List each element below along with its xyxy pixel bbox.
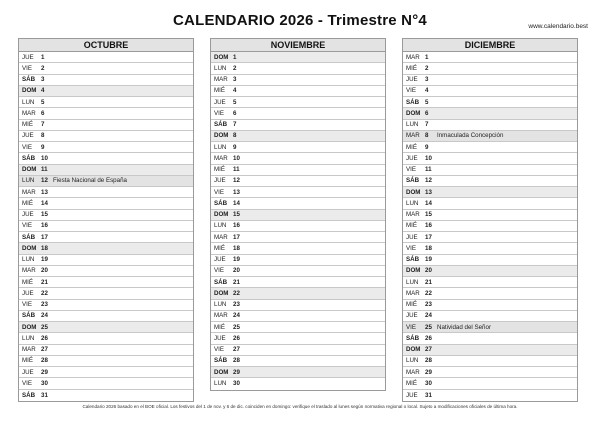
day-row [211,266,385,277]
day-of-week: JUE [22,132,34,140]
day-number: 2 [425,64,429,72]
day-row [211,333,385,344]
day-of-week: MIÉ [22,199,34,207]
day-number: 29 [425,368,432,376]
day-number: 22 [233,289,240,297]
day-number: 31 [41,391,48,399]
day-number: 31 [425,391,432,399]
day-number: 9 [41,143,45,151]
day-row [403,131,577,142]
day-of-week: SÁB [406,98,420,106]
page-title: CALENDARIO 2026 - Trimestre N°4 [173,12,427,29]
day-of-week: DOM [406,346,421,354]
day-number: 8 [425,132,429,140]
day-of-week: LUN [214,380,227,388]
day-row [403,311,577,322]
day-number: 17 [425,233,432,241]
day-number: 17 [41,233,48,241]
day-of-week: MIÉ [406,64,418,72]
day-row [19,221,193,232]
website-url: www.calendario.best [528,23,588,30]
day-number: 26 [233,334,240,342]
day-number: 27 [41,346,48,354]
day-of-week: SÁB [214,357,228,365]
day-number: 18 [41,244,48,252]
day-number: 10 [425,154,432,162]
day-row [403,356,577,367]
day-number: 10 [233,154,240,162]
day-row [211,165,385,176]
day-of-week: VIE [406,166,416,174]
day-row [403,52,577,63]
day-number: 26 [425,334,432,342]
day-number: 27 [425,346,432,354]
day-row [403,187,577,198]
day-of-week: MAR [214,76,228,84]
day-number: 30 [233,380,240,388]
day-row [211,243,385,254]
day-number: 27 [233,346,240,354]
day-of-week: MAR [214,233,228,241]
day-number: 18 [233,244,240,252]
day-row [403,86,577,97]
day-row [403,232,577,243]
day-number: 7 [233,121,237,129]
day-row [211,75,385,86]
day-row [211,97,385,108]
day-of-week: MIÉ [22,357,34,365]
day-of-week: SÁB [22,154,36,162]
day-number: 7 [41,121,45,129]
day-of-week: MIÉ [214,166,226,174]
day-of-week: MAR [22,267,36,275]
day-number: 21 [41,278,48,286]
day-list [403,52,577,401]
day-row [211,52,385,63]
day-number: 12 [425,177,432,185]
day-of-week: DOM [214,53,229,61]
day-number: 19 [425,256,432,264]
day-row [19,255,193,266]
day-of-week: JUE [406,391,418,399]
day-number: 19 [41,256,48,264]
day-of-week: JUE [406,76,418,84]
day-row [19,356,193,367]
day-number: 13 [233,188,240,196]
day-row [211,120,385,131]
day-row [403,142,577,153]
day-row [211,367,385,378]
day-of-week: MAR [214,312,228,320]
day-of-week: SÁB [22,312,36,320]
day-of-week: DOM [406,109,421,117]
day-number: 15 [425,211,432,219]
day-number: 26 [41,334,48,342]
day-of-week: JUE [22,368,34,376]
day-row [211,288,385,299]
day-of-week: MAR [214,154,228,162]
day-of-week: MAR [22,346,36,354]
month-november [210,38,386,391]
day-row [19,367,193,378]
day-row [403,390,577,401]
day-row [211,356,385,367]
day-row [403,367,577,378]
day-of-week: JUE [214,334,226,342]
day-number: 17 [233,233,240,241]
day-number: 3 [233,76,237,84]
day-of-week: MAR [406,368,420,376]
day-row [403,277,577,288]
day-number: 5 [425,98,429,106]
day-number: 24 [425,312,432,320]
day-row [19,232,193,243]
day-number: 19 [233,256,240,264]
holiday-name: Fiesta Nacional de España [53,177,127,185]
day-row [19,277,193,288]
day-of-week: JUE [214,256,226,264]
day-row [403,120,577,131]
day-row [211,345,385,356]
day-row [403,255,577,266]
day-of-week: SÁB [406,177,420,185]
day-number: 11 [233,166,240,174]
day-number: 6 [425,109,429,117]
day-number: 4 [233,87,237,95]
day-of-week: DOM [22,166,37,174]
day-number: 3 [425,76,429,84]
day-row [403,333,577,344]
day-of-week: MAR [406,289,420,297]
day-list [211,52,385,390]
day-of-week: JUE [406,154,418,162]
day-of-week: VIE [406,323,416,331]
day-of-week: VIE [406,87,416,95]
day-row [19,266,193,277]
day-row [403,97,577,108]
day-number: 28 [41,357,48,365]
day-number: 16 [425,222,432,230]
day-row [211,176,385,187]
day-number: 9 [425,143,429,151]
day-row [403,266,577,277]
day-number: 10 [41,154,48,162]
day-number: 25 [41,323,48,331]
day-of-week: DOM [406,188,421,196]
day-number: 18 [425,244,432,252]
footer-note: Calendario 2026 basado en el BOE oficial. Los festivos del 1 de nov. y 6 de dic. coinciden en domingo: verifique el traslado al lunes según normativa regional o local. Sujeto a modificaciones oficiales de última hora. [82,404,518,409]
day-number: 4 [425,87,429,95]
day-row [19,288,193,299]
day-of-week: MAR [406,132,420,140]
day-number: 24 [41,312,48,320]
day-number: 7 [425,121,429,129]
day-number: 22 [425,289,432,297]
day-row [19,120,193,131]
day-number: 16 [233,222,240,230]
day-number: 5 [41,98,45,106]
day-row [403,378,577,389]
day-of-week: VIE [214,346,224,354]
day-list [19,52,193,401]
day-number: 25 [425,323,432,331]
day-of-week: MIÉ [406,222,418,230]
day-row [19,176,193,187]
day-row [403,176,577,187]
day-of-week: JUE [214,98,226,106]
month-december [402,38,578,402]
day-number: 6 [41,109,45,117]
day-row [403,63,577,74]
day-number: 12 [41,177,48,185]
day-row [19,390,193,401]
day-row [403,288,577,299]
day-of-week: SÁB [22,233,36,241]
day-row [211,311,385,322]
day-row [19,311,193,322]
day-row [19,243,193,254]
day-row [19,210,193,221]
day-row [19,108,193,119]
day-row [19,86,193,97]
day-number: 25 [233,323,240,331]
day-of-week: VIE [22,222,32,230]
day-number: 20 [233,267,240,275]
day-row [211,378,385,389]
day-row [19,187,193,198]
day-of-week: VIE [22,301,32,309]
day-number: 15 [233,211,240,219]
day-row [211,255,385,266]
day-of-week: VIE [214,109,224,117]
day-of-week: DOM [406,267,421,275]
day-of-week: JUE [406,312,418,320]
day-of-week: SÁB [214,278,228,286]
day-row [403,322,577,333]
day-number: 23 [425,301,432,309]
day-number: 28 [425,357,432,365]
day-of-week: MIÉ [214,323,226,331]
day-number: 8 [233,132,237,140]
day-number: 23 [41,301,48,309]
day-number: 29 [233,368,240,376]
day-of-week: LUN [214,143,227,151]
day-number: 14 [425,199,432,207]
day-of-week: SÁB [214,199,228,207]
day-of-week: DOM [214,289,229,297]
day-row [403,108,577,119]
day-row [19,52,193,63]
day-row [19,131,193,142]
day-number: 11 [425,166,432,174]
day-number: 1 [425,53,429,61]
day-of-week: LUN [214,301,227,309]
day-row [403,153,577,164]
day-number: 20 [41,267,48,275]
day-of-week: SÁB [22,76,36,84]
day-of-week: LUN [214,64,227,72]
day-of-week: LUN [22,177,35,185]
day-row [19,142,193,153]
day-of-week: SÁB [406,256,420,264]
day-of-week: LUN [406,121,419,129]
day-number: 1 [233,53,237,61]
day-of-week: VIE [22,379,32,387]
day-row [211,300,385,311]
holiday-name: Natividad del Señor [437,323,492,331]
day-of-week: JUE [406,233,418,241]
day-row [211,198,385,209]
day-row [403,210,577,221]
day-of-week: LUN [22,98,35,106]
day-row [19,198,193,209]
day-of-week: VIE [214,267,224,275]
day-row [211,131,385,142]
day-row [19,97,193,108]
day-row [19,300,193,311]
day-row [19,63,193,74]
day-number: 16 [41,222,48,230]
day-number: 11 [41,166,48,174]
day-of-week: VIE [22,64,32,72]
day-of-week: MIÉ [214,87,226,95]
day-of-week: LUN [406,199,419,207]
day-row [19,153,193,164]
month-october [18,38,194,402]
day-row [403,345,577,356]
day-row [211,63,385,74]
day-number: 28 [233,357,240,365]
day-of-week: MIÉ [406,143,418,151]
month-header: DICIEMBRE [403,39,577,52]
day-of-week: DOM [22,87,37,95]
day-row [19,333,193,344]
day-row [211,210,385,221]
day-row [403,221,577,232]
day-number: 12 [233,177,240,185]
day-of-week: MAR [22,188,36,196]
day-row [19,322,193,333]
day-of-week: VIE [406,244,416,252]
day-number: 30 [41,379,48,387]
day-number: 9 [233,143,237,151]
day-of-week: DOM [22,323,37,331]
day-number: 2 [41,64,45,72]
day-of-week: JUE [22,211,34,219]
day-of-week: JUE [22,289,34,297]
day-row [403,300,577,311]
day-row [19,75,193,86]
day-of-week: MIÉ [22,121,34,129]
month-header: OCTUBRE [19,39,193,52]
day-number: 3 [41,76,45,84]
day-number: 13 [41,188,48,196]
day-number: 21 [233,278,240,286]
day-row [211,322,385,333]
day-number: 14 [41,199,48,207]
day-of-week: DOM [214,132,229,140]
day-number: 5 [233,98,237,106]
day-number: 2 [233,64,237,72]
day-number: 30 [425,379,432,387]
day-row [19,378,193,389]
day-of-week: DOM [22,244,37,252]
day-number: 6 [233,109,237,117]
day-number: 8 [41,132,45,140]
day-row [211,277,385,288]
day-row [19,165,193,176]
day-of-week: DOM [214,368,229,376]
day-number: 22 [41,289,48,297]
day-row [211,142,385,153]
day-row [211,232,385,243]
day-of-week: MIÉ [406,379,418,387]
day-number: 24 [233,312,240,320]
day-of-week: MAR [406,211,420,219]
day-row [211,221,385,232]
day-number: 23 [233,301,240,309]
day-of-week: LUN [406,357,419,365]
day-row [211,187,385,198]
holiday-name: Inmaculada Concepción [437,132,504,140]
day-row [403,165,577,176]
day-row [403,75,577,86]
day-of-week: SÁB [214,121,228,129]
day-of-week: LUN [22,256,35,264]
day-of-week: JUE [22,53,34,61]
day-of-week: SÁB [22,391,36,399]
day-row [211,86,385,97]
day-of-week: MAR [406,53,420,61]
day-of-week: LUN [22,334,35,342]
day-number: 13 [425,188,432,196]
day-number: 14 [233,199,240,207]
day-row [211,108,385,119]
day-row [211,153,385,164]
day-row [403,198,577,209]
day-of-week: LUN [406,278,419,286]
day-number: 29 [41,368,48,376]
day-of-week: MIÉ [406,301,418,309]
day-number: 20 [425,267,432,275]
day-number: 15 [41,211,48,219]
day-of-week: DOM [214,211,229,219]
day-number: 21 [425,278,432,286]
day-of-week: MAR [22,109,36,117]
day-row [19,345,193,356]
day-number: 4 [41,87,45,95]
day-of-week: VIE [22,143,32,151]
day-of-week: LUN [214,222,227,230]
day-number: 1 [41,53,45,61]
day-of-week: MIÉ [214,244,226,252]
day-of-week: SÁB [406,334,420,342]
month-header: NOVIEMBRE [211,39,385,52]
day-of-week: MIÉ [22,278,34,286]
day-row [403,243,577,254]
day-of-week: JUE [214,177,226,185]
day-of-week: VIE [214,188,224,196]
